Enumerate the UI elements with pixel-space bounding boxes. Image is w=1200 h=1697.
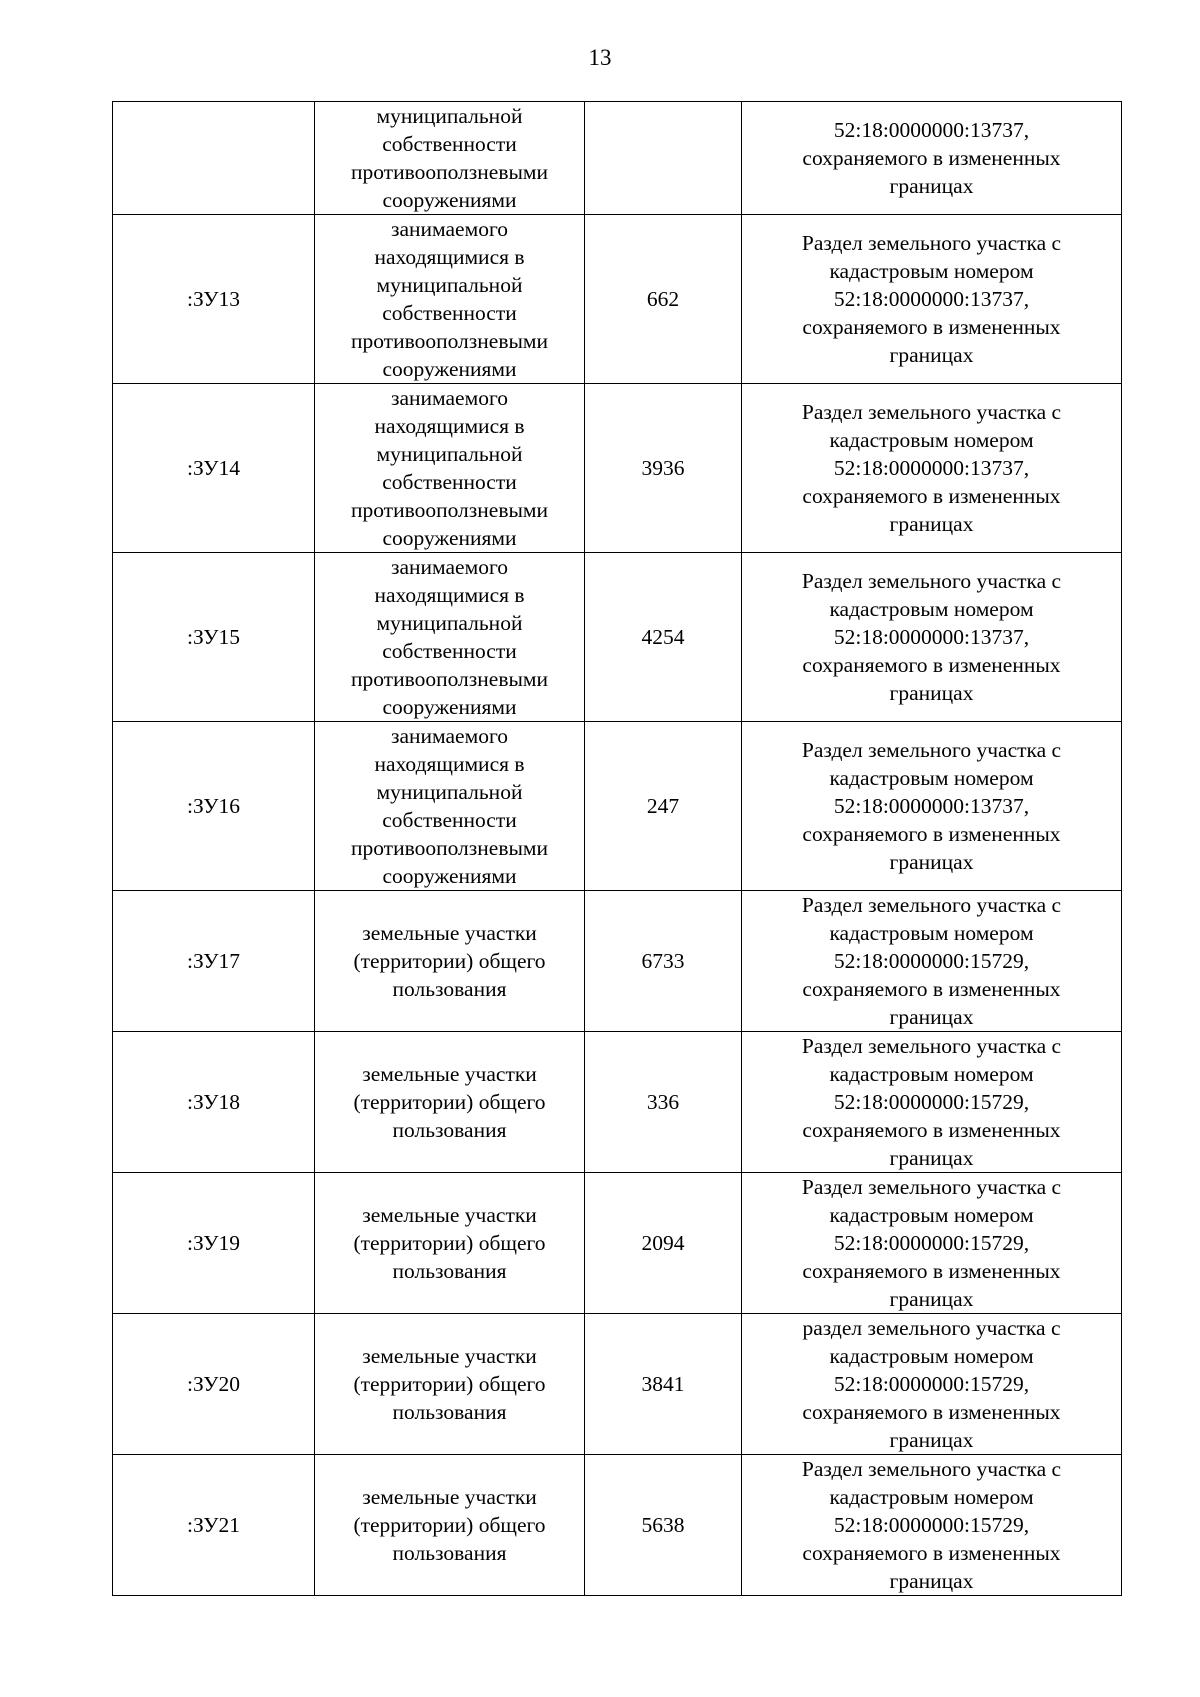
table-row: [113, 102, 1122, 215]
formation-note-cell: Раздел земельного участка с кадастровым номером 52:18:0000000:15729, сохраняемого в измененных границах: [742, 1173, 1122, 1314]
plot-id-cell: :ЗУ17: [113, 891, 315, 1032]
area-cell: 3841: [585, 1314, 742, 1455]
land-category-cell: занимаемого находящимися в муниципальной собственности противооползневыми сооружениями: [315, 215, 585, 384]
land-category-cell: занимаемого находящимися в муниципальной собственности противооползневыми сооружениями: [315, 722, 585, 891]
formation-note-cell: Раздел земельного участка с кадастровым номером 52:18:0000000:13737, сохраняемого в измененных границах: [742, 553, 1122, 722]
formation-note-cell: Раздел земельного участка с кадастровым номером 52:18:0000000:13737, сохраняемого в измененных границах: [742, 215, 1122, 384]
plot-id-cell: [113, 102, 315, 215]
area-cell: 6733: [585, 891, 742, 1032]
table-row: [113, 891, 1122, 1032]
plot-id-cell: :ЗУ19: [113, 1173, 315, 1314]
table-row: [113, 553, 1122, 722]
area-cell: 247: [585, 722, 742, 891]
area-cell: 3936: [585, 384, 742, 553]
land-category-cell: занимаемого находящимися в муниципальной собственности противооползневыми сооружениями: [315, 384, 585, 553]
area-cell: 4254: [585, 553, 742, 722]
land-category-cell: занимаемого находящимися в муниципальной собственности противооползневыми сооружениями: [315, 553, 585, 722]
table-row: [113, 384, 1122, 553]
land-category-cell: муниципальной собственности противооползневыми сооружениями: [315, 102, 585, 215]
land-category-cell: земельные участки (территории) общего пользования: [315, 891, 585, 1032]
plot-id-cell: :ЗУ20: [113, 1314, 315, 1455]
area-cell: [585, 102, 742, 215]
land-category-cell: земельные участки (территории) общего пользования: [315, 1173, 585, 1314]
formation-note-cell: 52:18:0000000:13737, сохраняемого в измененных границах: [742, 102, 1122, 215]
plot-id-cell: :ЗУ16: [113, 722, 315, 891]
area-cell: 2094: [585, 1173, 742, 1314]
land-category-cell: земельные участки (территории) общего пользования: [315, 1032, 585, 1173]
formation-note-cell: Раздел земельного участка с кадастровым номером 52:18:0000000:15729, сохраняемого в измененных границах: [742, 1032, 1122, 1173]
area-cell: 336: [585, 1032, 742, 1173]
table-row: [113, 1032, 1122, 1173]
plot-id-cell: :ЗУ14: [113, 384, 315, 553]
formation-note-cell: Раздел земельного участка с кадастровым номером 52:18:0000000:13737, сохраняемого в измененных границах: [742, 384, 1122, 553]
table-row: [113, 1173, 1122, 1314]
table-row: [113, 1455, 1122, 1596]
formation-note-cell: Раздел земельного участка с кадастровым номером 52:18:0000000:13737, сохраняемого в измененных границах: [742, 722, 1122, 891]
land-category-cell: земельные участки (территории) общего пользования: [315, 1455, 585, 1596]
formation-note-cell: Раздел земельного участка с кадастровым номером 52:18:0000000:15729, сохраняемого в измененных границах: [742, 1455, 1122, 1596]
land-plots-table-body: [113, 102, 1122, 1596]
table-row: [113, 215, 1122, 384]
area-cell: 5638: [585, 1455, 742, 1596]
plot-id-cell: :ЗУ21: [113, 1455, 315, 1596]
plot-id-cell: :ЗУ13: [113, 215, 315, 384]
formation-note-cell: Раздел земельного участка с кадастровым номером 52:18:0000000:15729, сохраняемого в измененных границах: [742, 891, 1122, 1032]
formation-note-cell: раздел земельного участка с кадастровым номером 52:18:0000000:15729, сохраняемого в измененных границах: [742, 1314, 1122, 1455]
plot-id-cell: :ЗУ15: [113, 553, 315, 722]
table-row: [113, 1314, 1122, 1455]
land-category-cell: земельные участки (территории) общего пользования: [315, 1314, 585, 1455]
table-row: [113, 722, 1122, 891]
plot-id-cell: :ЗУ18: [113, 1032, 315, 1173]
page-number: 13: [588, 45, 612, 70]
area-cell: 662: [585, 215, 742, 384]
land-plots-table: [112, 101, 1122, 1596]
